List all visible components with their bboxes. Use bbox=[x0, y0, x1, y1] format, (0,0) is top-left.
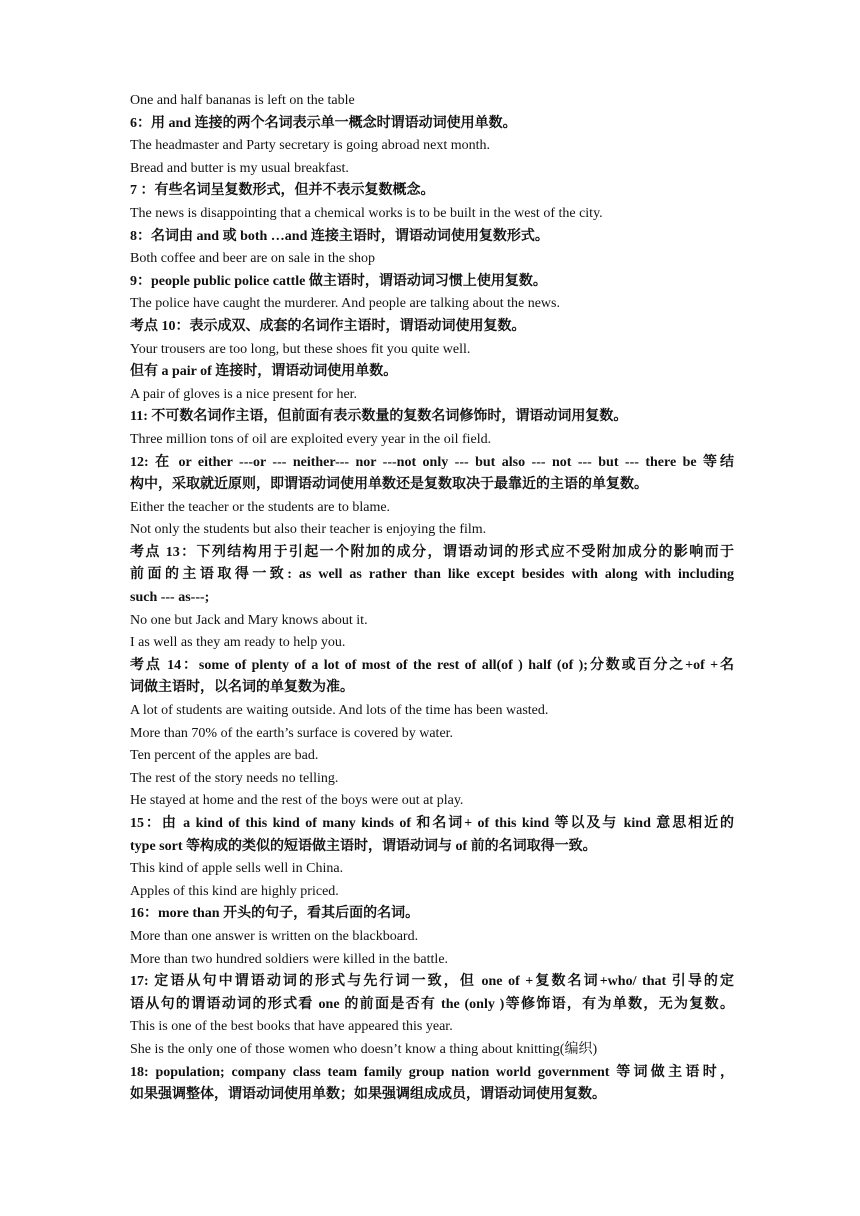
rule-heading: 考点 10：表示成双、成套的名词作主语时，谓语动词使用复数。 bbox=[130, 318, 526, 334]
rule-heading: 考点 13：下列结构用于引起一个附加的成分，谓语动词的形式应不受附加成分的影响而于 bbox=[130, 544, 734, 560]
rule-heading: 18: population; company class team family group nation world government 等词做主语时， bbox=[130, 1064, 734, 1080]
example-sentence: Not only the students but also their teacher is enjoying the film. bbox=[130, 522, 487, 538]
rule-heading: 15：由 a kind of this kind of many kinds of 和名词+ of this kind 等以及与 kind 意思相近的 bbox=[130, 816, 734, 831]
example-sentence: The news is disappointing that a chemical works is to be built in the west of the city. bbox=[130, 205, 603, 221]
example-sentence: More than two hundred soldiers were killed in the battle. bbox=[130, 951, 449, 967]
rule-heading: 构中，采取就近原则，即谓语动词使用单数还是复数取决于最靠近的主语的单复数。 bbox=[130, 477, 648, 493]
rule-heading: 但有 a pair of 连接时，谓语动词使用单数。 bbox=[130, 364, 398, 380]
rule-heading: 9：people public police cattle 做主语时，谓语动词习惯上使用复数。 bbox=[130, 273, 547, 289]
rule-heading: 16：more than 开头的句子，看其后面的名词。 bbox=[130, 906, 420, 922]
document-page bbox=[130, 90, 734, 1107]
example-sentence: This kind of apple sells well in China. bbox=[130, 861, 344, 877]
example-sentence: The rest of the story needs no telling. bbox=[130, 770, 339, 786]
example-sentence: A pair of gloves is a nice present for her. bbox=[130, 386, 358, 402]
rule-heading: 11: 不可数名词作主语，但前面有表示数量的复数名词修饰时，谓语动词用复数。 bbox=[130, 409, 628, 425]
rule-heading: 如果强调整体，谓语动词使用单数；如果强调组成成员，谓语动词使用复数。 bbox=[130, 1087, 606, 1103]
example-sentence: Ten percent of the apples are bad. bbox=[130, 748, 319, 764]
rule-heading: 语从句的谓语动词的形式看 one 的前面是否有 the (only )等修饰语，有为单数，无为复数。 bbox=[130, 996, 734, 1012]
rule-heading: 12: 在 or either ---or --- neither--- nor ---not only --- but also --- not --- but --- there be 等结 bbox=[130, 454, 734, 470]
rule-heading: type sort 等构成的类似的短语做主语时，谓语动词与 of 前的名词取得一致。 bbox=[130, 838, 597, 854]
example-sentence: Apples of this kind are highly priced. bbox=[130, 883, 339, 899]
example-sentence: Both coffee and beer are on sale in the shop bbox=[130, 251, 376, 267]
example-sentence: The headmaster and Party secretary is going abroad next month. bbox=[130, 138, 490, 154]
example-sentence: Bread and butter is my usual breakfast. bbox=[130, 160, 349, 176]
example-sentence: No one but Jack and Mary knows about it. bbox=[130, 612, 368, 628]
example-sentence: The police have caught the murderer. And people are talking about the news. bbox=[130, 296, 560, 312]
example-sentence: This is one of the best books that have appeared this year. bbox=[130, 1019, 453, 1035]
example-sentence: I as well as they am ready to help you. bbox=[130, 635, 346, 651]
example-sentence: More than 70% of the earth’s surface is covered by water. bbox=[130, 725, 454, 741]
example-sentence: More than one answer is written on the blackboard. bbox=[130, 928, 419, 944]
rule-heading: such --- as---; bbox=[130, 590, 210, 606]
rule-heading: 词做主语时，以名词的单复数为准。 bbox=[130, 680, 354, 696]
rule-heading: 8：名词由 and 或 both …and 连接主语时，谓语动词使用复数形式。 bbox=[130, 228, 549, 244]
example-sentence: Either the teacher or the students are to blame. bbox=[130, 499, 391, 515]
rule-heading: 7 ：有些名词呈复数形式，但并不表示复数概念。 bbox=[130, 183, 435, 199]
example-sentence: Your trousers are too long, but these shoes fit you quite well. bbox=[130, 341, 471, 357]
example-sentence: A lot of students are waiting outside. And lots of the time has been wasted. bbox=[130, 703, 549, 719]
rule-heading: 考点 14：some of plenty of a lot of most of the rest of all(of ) half (of );分数或百分之+of +名 bbox=[130, 657, 734, 673]
example-sentence: He stayed at home and the rest of the boys were out at play. bbox=[130, 793, 464, 809]
example-sentence: One and half bananas is left on the table bbox=[130, 93, 355, 108]
rule-heading: 17: 定语从句中谓语动词的形式与先行词一致，但 one of +复数名词+who/ that 引导的定 bbox=[130, 974, 734, 990]
example-sentence: She is the only one of those women who doesn’t know a thing about knitting(编织) bbox=[130, 1041, 598, 1057]
example-sentence: Three million tons of oil are exploited every year in the oil field. bbox=[130, 431, 492, 447]
rule-heading: 6：用 and 连接的两个名词表示单一概念时谓语动词使用单数。 bbox=[130, 115, 517, 131]
rule-heading: 前面的主语取得一致: as well as rather than like except besides with along with including bbox=[130, 567, 734, 583]
